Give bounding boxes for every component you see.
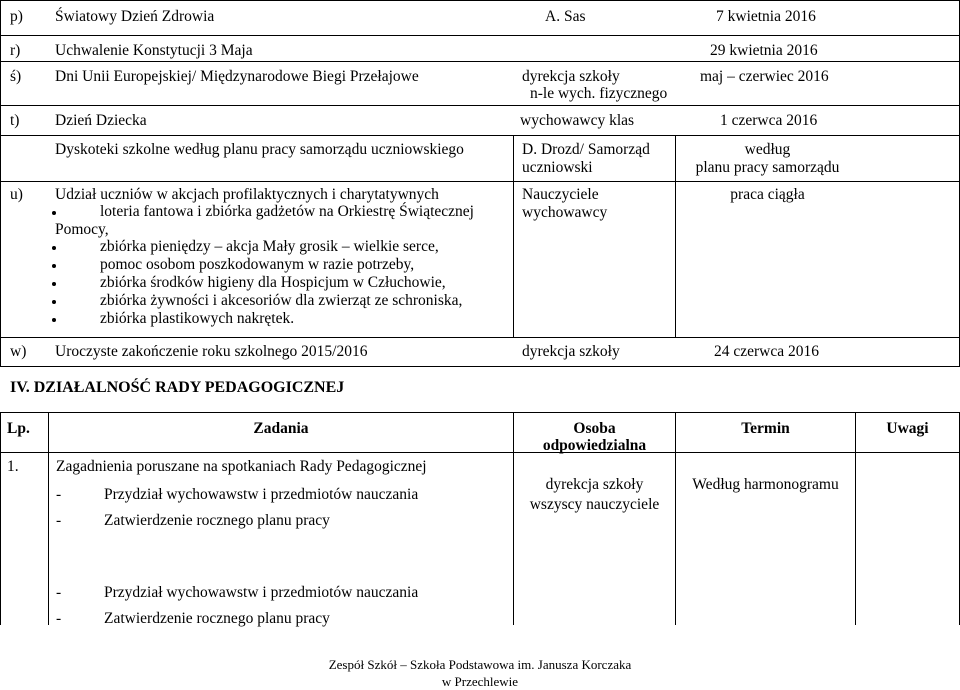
table-line — [0, 35, 960, 36]
event-name: Uchwalenie Konstytucji 3 Maja — [55, 42, 253, 59]
table-line — [0, 0, 960, 1]
dash: - — [56, 486, 62, 503]
bullet-icon — [52, 264, 56, 268]
column-header-uwagi: Uwagi — [886, 420, 929, 437]
table-line — [0, 412, 960, 413]
responsible-person: wychowawcy — [522, 204, 608, 221]
table-line — [48, 412, 49, 625]
task-item: Zatwierdzenie rocznego planu pracy — [104, 512, 330, 529]
event-name: Światowy Dzień Zdrowia — [55, 8, 215, 25]
list-item-continuation: Pomocy, — [55, 221, 109, 238]
task-item: Przydział wychowawstw i przedmiotów nauczania — [104, 584, 419, 601]
responsible-person: wszyscy nauczyciele — [529, 496, 660, 513]
termin: Według harmonogramu — [692, 476, 839, 493]
event-date: planu pracy samorządu — [695, 159, 840, 176]
event-date: praca ciągła — [730, 186, 805, 203]
table-line — [0, 181, 960, 182]
table-line — [0, 61, 960, 62]
event-date: według — [744, 141, 791, 158]
task-title: Zagadnienia poruszane na spotkaniach Rady Pedagogicznej — [56, 458, 427, 475]
task-item: Zatwierdzenie rocznego planu pracy — [104, 610, 330, 627]
row-label: w) — [10, 343, 27, 360]
row-label: p) — [10, 8, 23, 25]
column-header-lp: Lp. — [7, 420, 30, 437]
list-item: zbiórka środków higieny dla Hospicjum w Człuchowie, — [100, 274, 446, 291]
event-date: 1 czerwca 2016 — [720, 112, 818, 129]
event-date: 24 czerwca 2016 — [714, 343, 820, 360]
section-title: IV. DZIAŁALNOŚĆ RADY PEDAGOGICZNEJ — [10, 379, 345, 396]
bullet-icon — [52, 246, 56, 250]
column-header-osoba: Osoba — [573, 420, 616, 437]
table-line — [0, 337, 960, 338]
table-line — [855, 412, 856, 625]
table-line — [513, 135, 514, 337]
event-name: Dni Unii Europejskiej/ Międzynarodowe Biegi Przełajowe — [55, 68, 419, 85]
dash: - — [56, 584, 62, 601]
responsible-person: Nauczyciele — [522, 186, 599, 203]
list-item: pomoc osobom poszkodowanym w razie potrzeby, — [100, 256, 415, 273]
responsible-person: n-le wych. fizycznego — [530, 85, 668, 102]
column-header-zadania: Zadania — [253, 420, 309, 437]
bullet-icon — [52, 282, 56, 286]
list-item: zbiórka plastikowych nakrętek. — [100, 310, 295, 327]
event-name: Uroczyste zakończenie roku szkolnego 2015/2016 — [55, 343, 368, 360]
table-line — [0, 366, 960, 367]
table-line — [0, 105, 960, 106]
responsible-person: dyrekcja szkoły — [522, 68, 620, 85]
list-item: zbiórka żywności i akcesoriów dla zwierząt ze schroniska, — [100, 292, 463, 309]
bullet-icon — [52, 318, 56, 322]
event-date: 29 kwietnia 2016 — [710, 42, 818, 59]
row-label: t) — [10, 112, 20, 129]
table-line — [0, 0, 1, 367]
event-name: Dzień Dziecka — [55, 112, 147, 129]
bullet-icon — [52, 211, 56, 215]
task-item: Przydział wychowawstw i przedmiotów nauczania — [104, 486, 419, 503]
row-label: r) — [10, 42, 21, 59]
event-date: maj – czerwiec 2016 — [700, 68, 829, 85]
event-name: Udział uczniów w akcjach profilaktycznych i charytatywnych — [55, 186, 439, 203]
responsible-person: wychowawcy klas — [520, 112, 635, 129]
responsible-person: A. Sas — [545, 8, 586, 25]
table-line — [675, 412, 676, 625]
event-date: 7 kwietnia 2016 — [716, 8, 816, 25]
footer-line: Zespół Szkół – Szkoła Podstawowa im. Janusza Korczaka — [328, 657, 632, 672]
table-line — [0, 412, 1, 625]
row-number: 1. — [7, 458, 19, 475]
responsible-person: dyrekcja szkoły — [545, 476, 644, 493]
table-line — [0, 452, 960, 453]
column-header-osoba: odpowiedzialna — [542, 437, 647, 454]
responsible-person: D. Drozd/ Samorząd — [522, 141, 650, 158]
bullet-icon — [52, 300, 56, 304]
responsible-person: uczniowski — [522, 159, 593, 176]
column-header-termin: Termin — [741, 420, 790, 437]
row-label: u) — [10, 186, 23, 203]
list-item: loteria fantowa i zbiórka gadżetów na Orkiestrę Świątecznej — [100, 203, 474, 220]
list-item: zbiórka pieniędzy – akcja Mały grosik – wielkie serce, — [100, 238, 439, 255]
dash: - — [56, 610, 62, 627]
table-line — [0, 135, 960, 136]
row-label: ś) — [10, 68, 22, 85]
footer-line: w Przechlewie — [441, 674, 519, 689]
dash: - — [56, 512, 62, 529]
event-name: Dyskoteki szkolne według planu pracy samorządu uczniowskiego — [55, 141, 464, 158]
responsible-person: dyrekcja szkoły — [522, 343, 620, 360]
